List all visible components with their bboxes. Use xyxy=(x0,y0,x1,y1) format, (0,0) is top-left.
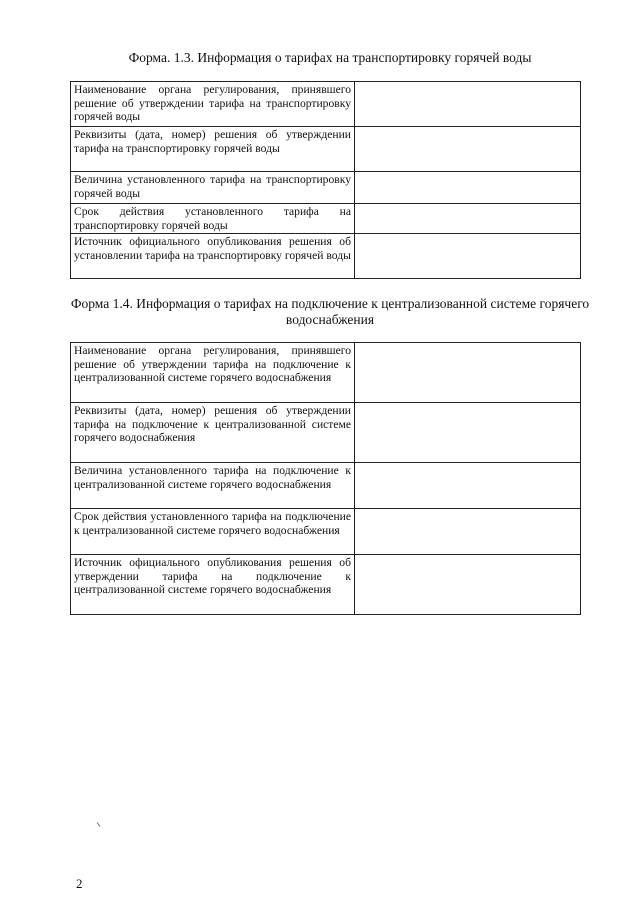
table-row xyxy=(71,343,581,403)
table-row xyxy=(71,234,581,279)
row-value xyxy=(355,509,581,555)
row-label: Реквизиты (дата, номер) решения об утверждении тарифа на подключение к централизованной системе горячего водоснабжения xyxy=(71,403,355,463)
row-value xyxy=(355,403,581,463)
row-label: Источник официального опубликования решения об установлении тарифа на транспортировку горячей воды xyxy=(71,234,355,279)
table-row xyxy=(71,555,581,615)
row-label: Наименование органа регулирования, принявшего решение об утверждении тарифа на подключение к централизованной системе горячего водоснабжения xyxy=(71,343,355,403)
row-label: Величина установленного тарифа на подключение к централизованной системе горячего водоснабжения xyxy=(71,463,355,509)
row-value xyxy=(355,172,581,204)
row-value xyxy=(355,555,581,615)
form-1-4-title: Форма 1.4. Информация о тарифах на подключение к централизованной системе горячего водоснабжения xyxy=(70,296,590,327)
table-row xyxy=(71,509,581,555)
row-label: Срок действия установленного тарифа на подключение к централизованной системе горячего водоснабжения xyxy=(71,509,355,555)
row-value xyxy=(355,127,581,172)
form-1-3-title: Форма. 1.3. Информация о тарифах на транспортировку горячей воды xyxy=(128,50,532,65)
table-row xyxy=(71,127,581,172)
row-label: Величина установленного тарифа на транспортировку горячей воды xyxy=(71,172,355,204)
row-value xyxy=(355,234,581,279)
row-label: Срок действия установленного тарифа на транспортировку горячей воды xyxy=(71,204,355,234)
row-label: Реквизиты (дата, номер) решения об утверждении тарифа на транспортировку горячей воды xyxy=(71,127,355,172)
row-label: Наименование органа регулирования, принявшего решение об утверждении тарифа на транспортировку горячей воды xyxy=(71,82,355,127)
form-1-3-table xyxy=(70,81,581,279)
table-row xyxy=(71,204,581,234)
form-1-4-table xyxy=(70,342,581,615)
row-value xyxy=(355,82,581,127)
table-row xyxy=(71,463,581,509)
page-number: 2 xyxy=(76,876,83,891)
row-value xyxy=(355,204,581,234)
table-row xyxy=(71,172,581,204)
scan-artifact-mark xyxy=(97,822,101,827)
row-value xyxy=(355,343,581,403)
row-label: Источник официального опубликования решения об утверждении тарифа на подключение к централизованной системе горячего водоснабжения xyxy=(71,555,355,615)
table-row xyxy=(71,403,581,463)
table-row xyxy=(71,82,581,127)
row-value xyxy=(355,463,581,509)
